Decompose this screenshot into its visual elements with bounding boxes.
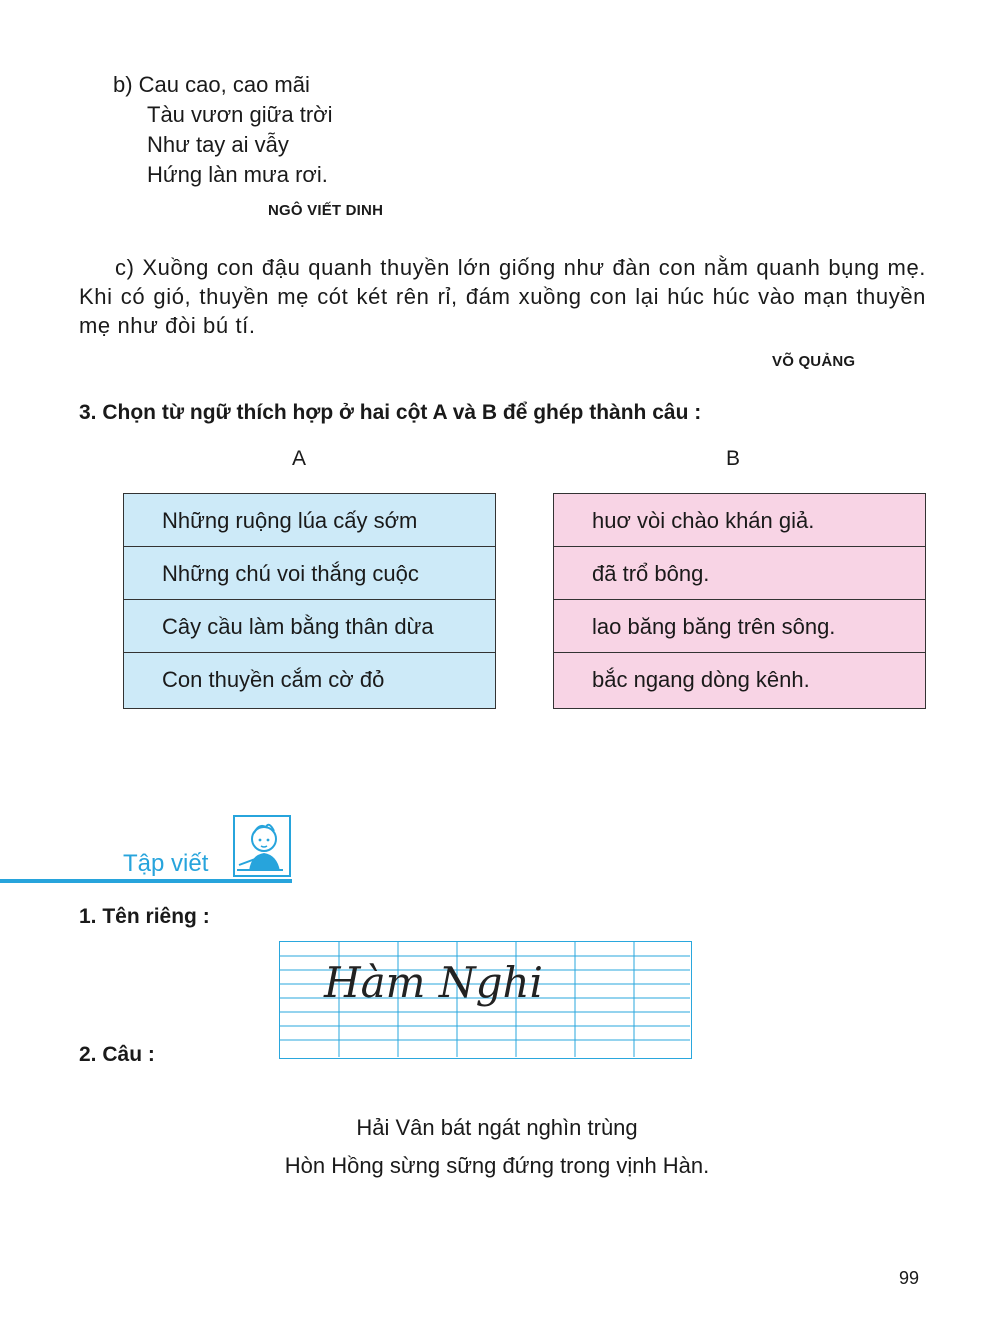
verse-line-2: Hòn Hồng sừng sững đứng trong vịnh Hàn. (284, 1153, 710, 1178)
column-b-item: huơ vòi chào khán giả. (554, 494, 925, 547)
item-2-label: 2. Câu : (79, 1043, 155, 1066)
section-underline (0, 879, 292, 883)
column-a-item: Con thuyền cắm cờ đỏ (162, 667, 385, 692)
column-a-item: Những ruộng lúa cấy sớm (124, 494, 495, 547)
poem-b-line-3: Như tay ai vẫy (147, 132, 289, 157)
page-number: 99 (899, 1268, 920, 1288)
column-a-item: Cây cầu làm bằng thân dừa (124, 600, 495, 653)
poem-b-author: NGÔ VIẾT DINH (268, 202, 384, 219)
column-b-item: đã trổ bông. (554, 547, 925, 600)
section-title-tap-viet: Tập viết (123, 850, 209, 877)
paragraph-c: c) Xuồng con đậu quanh thuyền lớn giống như đàn con nằm quanh bụng mẹ. Khi có gió, thuyền mẹ cót két rên rỉ, đám xuồng con lại húc húc vào mạn thuyền mẹ như đòi bú tí. (79, 255, 926, 338)
column-a-box (123, 493, 496, 709)
paragraph-c-author: VÕ QUẢNG (772, 353, 856, 370)
item-1-label: 1. Tên riêng : (79, 905, 210, 928)
column-b-label: B (725, 447, 740, 470)
poem-b-line-2: Tàu vươn giữa trời (147, 102, 333, 127)
exercise-3-heading: 3. Chọn từ ngữ thích hợp ở hai cột A và B để ghép thành câu : (79, 401, 702, 424)
cursive-sample: Hàm Nghi (324, 958, 543, 1007)
column-a-item: Những chú voi thắng cuộc (124, 547, 495, 600)
column-b-item: lao băng băng trên sông. (554, 600, 925, 653)
poem-b-line-4: Hứng làn mưa rơi. (147, 162, 328, 187)
column-b-box (553, 493, 926, 709)
handwriting-grid (279, 941, 692, 1059)
verse-line-1: Hải Vân bát ngát nghìn trùng (356, 1115, 638, 1140)
poem-b-line-1: b) Cau cao, cao mãi (113, 72, 310, 97)
column-a-label: A (291, 447, 306, 470)
child-writing-icon (233, 815, 291, 877)
column-b-item: bắc ngang dòng kênh. (592, 667, 810, 692)
